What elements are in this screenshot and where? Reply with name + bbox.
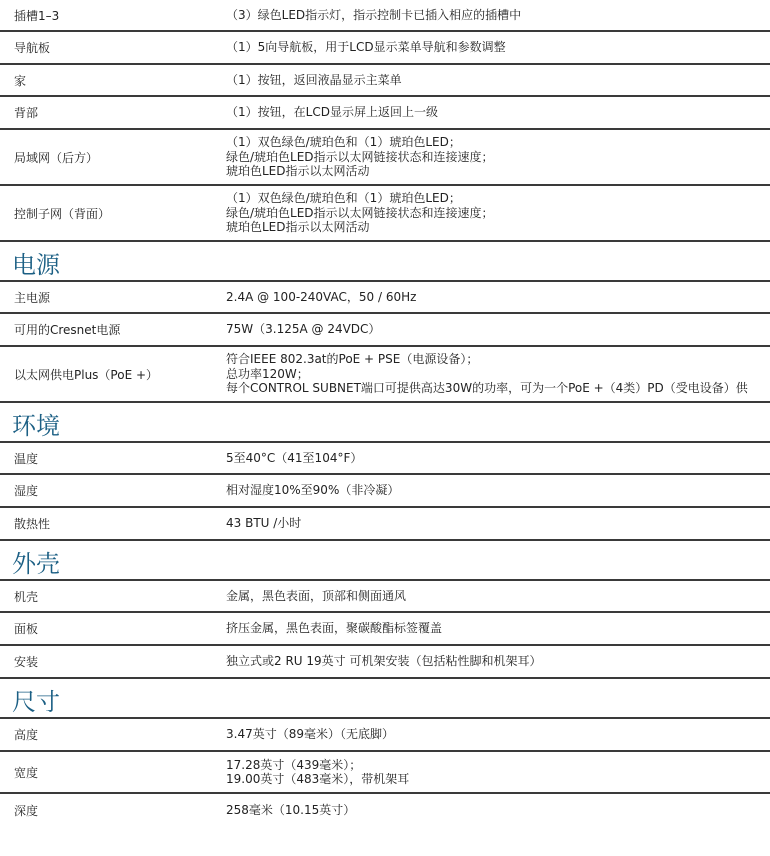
section-heading-enclosure: 外壳 [0, 541, 770, 581]
spec-value-line: 2.4A @ 100-240VAC，50 / 60Hz [226, 289, 417, 304]
spec-value-line: 符合IEEE 802.3at的PoE + PSE（电源设备）； [226, 352, 479, 367]
spec-row-cresnet-power [0, 314, 770, 347]
spec-label: 湿度 [14, 484, 39, 498]
spec-row-heat-dissipation [0, 508, 770, 541]
spec-row-nav-pad [0, 32, 770, 65]
spec-value-line: 258毫米（10.15英寸） [226, 802, 356, 817]
spec-value [212, 40, 770, 55]
spec-value [212, 654, 770, 669]
spec-value [212, 621, 770, 636]
spec-row-poe [0, 347, 770, 403]
spec-value [212, 727, 770, 742]
spec-row-mounting [0, 646, 770, 679]
spec-value-line: （1）按钮，返回液晶显示主菜单 [226, 72, 402, 87]
spec-value-line: 琥珀色LED指示以太网活动 [226, 164, 370, 179]
spec-value [212, 451, 770, 466]
spec-label: 控制子网（背面） [14, 206, 111, 221]
spec-value-line: 相对湿度10%至90%（非冷凝） [226, 483, 400, 498]
spec-label: 高度 [14, 728, 39, 742]
spec-row-chassis [0, 581, 770, 613]
spec-value [212, 8, 770, 23]
spec-value-line: 每个CONTROL SUBNET端口可提供高达30W的功率，可为一个PoE +（4类）PD（受电设备）供 [226, 381, 748, 396]
spec-value-line: （1）按钮，在LCD显示屏上返回上一级 [226, 105, 438, 120]
spec-row-height [0, 719, 770, 752]
spec-row-slots [0, 0, 770, 32]
spec-row-front-panel [0, 613, 770, 646]
spec-label: 宽度 [14, 765, 39, 780]
spec-value-line: 金属，黑色表面，顶部和侧面通风 [226, 588, 407, 603]
spec-row-temperature [0, 443, 770, 475]
spec-label: 局域网（后方） [14, 150, 99, 165]
spec-value [212, 290, 770, 305]
spec-label: 温度 [14, 451, 39, 466]
spec-label: 机壳 [14, 589, 39, 604]
spec-label: 深度 [14, 803, 39, 818]
spec-value [212, 105, 770, 120]
spec-row-width [0, 752, 770, 794]
spec-value [212, 803, 770, 818]
spec-row-lan [0, 130, 770, 186]
spec-value-line: （1）5向导航板，用于LCD显示菜单导航和参数调整 [226, 40, 506, 55]
spec-row-main-power [0, 282, 770, 314]
spec-value-line: 琥珀色LED指示以太网活动 [226, 220, 370, 235]
spec-value [212, 589, 770, 604]
spec-label: 安装 [14, 655, 39, 669]
spec-label: 家 [14, 73, 27, 88]
spec-value [212, 135, 770, 179]
spec-label: 以太网供电Plus（PoE +） [14, 367, 159, 382]
spec-label: 导航板 [14, 41, 51, 55]
spec-value [212, 73, 770, 88]
spec-value-line: 绿色/琥珀色LED指示以太网链接状态和连接速度； [226, 205, 494, 220]
spec-value [212, 516, 770, 531]
spec-label: 面板 [14, 622, 39, 636]
spec-value-line: 3.47英寸（89毫米）（无底脚） [226, 727, 394, 742]
spec-value-line: 总功率120W； [226, 366, 309, 381]
spec-label: 主电源 [14, 290, 51, 305]
spec-row-control-subnet [0, 186, 770, 242]
spec-value-line: （1）双色绿色/琥珀色和（1）琥珀色LED； [226, 191, 461, 206]
spec-label: 插槽1–3 [14, 8, 60, 23]
spec-value [212, 758, 770, 787]
spec-value-line: 19.00英寸（483毫米），带机架耳 [226, 772, 410, 786]
section-heading-dimensions: 尺寸 [0, 679, 770, 719]
section-heading-environment: 环境 [0, 403, 770, 443]
spec-value [212, 483, 770, 498]
spec-row-humidity [0, 475, 770, 508]
spec-value-line: 43 BTU /小时 [226, 516, 302, 531]
spec-value-line: （3）绿色LED指示灯，指示控制卡已插入相应的插槽中 [226, 7, 522, 22]
spec-value-line: 17.28英寸（439毫米）； [226, 757, 362, 772]
spec-value [212, 191, 770, 235]
spec-row-back [0, 97, 770, 130]
spec-value-line: 绿色/琥珀色LED指示以太网链接状态和连接速度； [226, 149, 494, 164]
spec-value [212, 352, 770, 396]
spec-value-line: （1）双色绿色/琥珀色和（1）琥珀色LED； [226, 135, 461, 150]
spec-label: 背部 [14, 106, 39, 120]
spec-value-line: 挤压金属，黑色表面，聚碳酸酯标签覆盖 [226, 621, 443, 636]
spec-value-line: 5至40°C（41至104°F） [226, 450, 363, 465]
spec-row-depth [0, 794, 770, 826]
spec-value-line: 独立式或2 RU 19英寸 可机架安装（包括粘性脚和机架耳） [226, 654, 542, 669]
spec-label: 散热性 [14, 517, 51, 531]
spec-value-line: 75W（3.125A @ 24VDC） [226, 322, 381, 337]
spec-label: 可用的Cresnet电源 [14, 323, 121, 337]
spec-row-home [0, 65, 770, 97]
spec-value [212, 322, 770, 337]
section-heading-power: 电源 [0, 242, 770, 282]
